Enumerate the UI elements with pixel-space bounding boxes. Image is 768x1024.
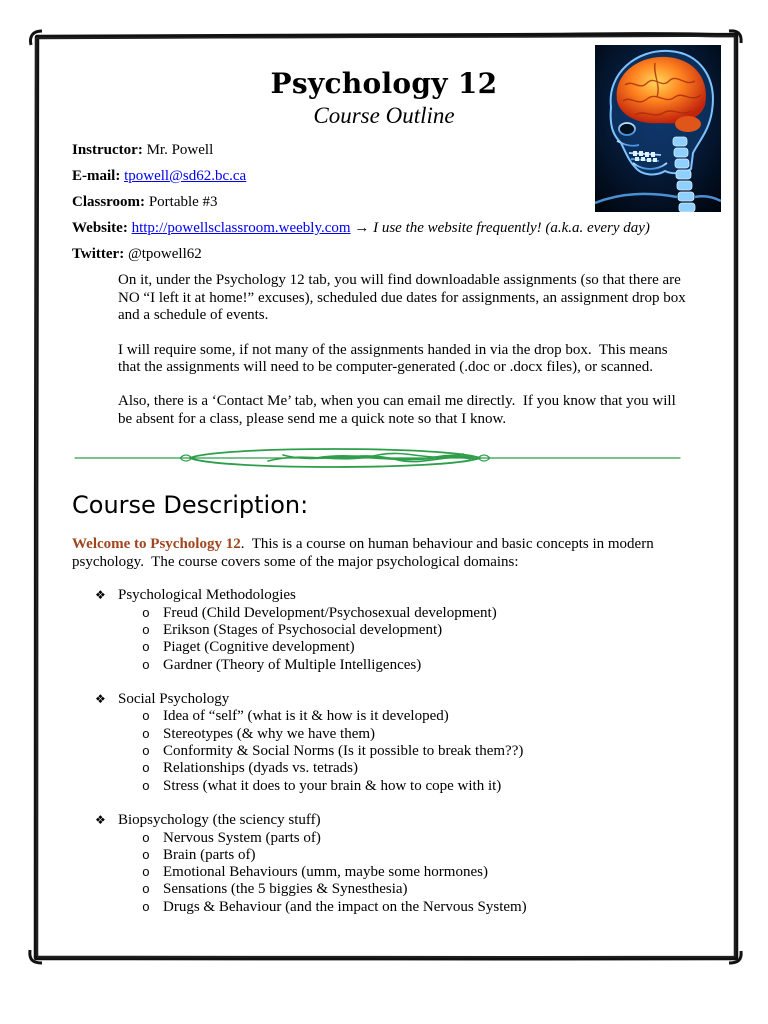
- page-title: Psychology 12: [270, 67, 498, 100]
- circle-bullet-icon: o: [142, 657, 150, 673]
- email-link[interactable]: tpowell@sd62.bc.ca: [124, 168, 247, 184]
- classroom-value: Portable #3: [148, 194, 218, 210]
- domain-title-row: [72, 587, 696, 604]
- topic-item: [72, 708, 696, 725]
- topic-text: Idea of “self” (what is it & how is it developed): [163, 708, 449, 725]
- topic-item: [72, 605, 696, 622]
- topic-item: [72, 847, 696, 864]
- email-label: E-mail:: [72, 168, 121, 184]
- domain-title: Social Psychology: [118, 691, 230, 708]
- topic-text: Piaget (Cognitive development): [163, 639, 355, 656]
- diamond-bullet-icon: ❖: [95, 692, 106, 707]
- contact-info: [72, 137, 696, 267]
- domain-item: [72, 587, 696, 673]
- topic-item: [72, 622, 696, 639]
- topic-item: [72, 657, 696, 674]
- circle-bullet-icon: o: [142, 778, 150, 794]
- circle-bullet-icon: o: [142, 622, 150, 638]
- topic-text: Conformity & Social Norms (Is it possible to break them??): [163, 743, 524, 760]
- circle-bullet-icon: o: [142, 830, 150, 846]
- topic-text: Stress (what it does to your brain & how to cope with it): [163, 777, 502, 794]
- instructor-value: Mr. Powell: [146, 142, 214, 158]
- topic-text: Erikson (Stages of Psychosocial development): [163, 621, 443, 638]
- diamond-bullet-icon: ❖: [95, 588, 106, 603]
- instructor-row: [72, 137, 696, 163]
- page-subtitle: Course Outline: [313, 103, 455, 128]
- arrow-right-icon: →: [354, 220, 370, 236]
- website-note-paragraph: On it, under the Psychology 12 tab, you will find downloadable assignments (so that there are NO “I left it at home!” excuses), scheduled due dates for assignments, an assignment drop box and a schedule of events.: [118, 272, 690, 323]
- circle-bullet-icon: o: [142, 709, 150, 725]
- circle-bullet-icon: o: [142, 640, 150, 656]
- topic-item: [72, 881, 696, 898]
- classroom-label: Classroom:: [72, 194, 146, 210]
- website-note: I use the website frequently! (a.k.a. every day): [373, 220, 650, 236]
- border-corner-curl: [30, 950, 42, 963]
- circle-bullet-icon: o: [142, 847, 150, 863]
- topic-item: [72, 639, 696, 656]
- topic-text: Brain (parts of): [163, 846, 256, 863]
- twitter-label: Twitter:: [72, 246, 125, 262]
- circle-bullet-icon: o: [142, 761, 150, 777]
- topic-text: Sensations (the 5 biggies & Synesthesia): [163, 881, 408, 898]
- topic-text: Nervous System (parts of): [163, 829, 321, 846]
- twitter-value: @tpowell62: [127, 246, 202, 262]
- domain-list: [72, 587, 696, 933]
- topic-item: [72, 899, 696, 916]
- topic-text: Emotional Behaviours (umm, maybe some hormones): [163, 864, 488, 881]
- course-description-heading: Course Description:: [72, 491, 309, 519]
- twitter-row: [72, 241, 696, 267]
- website-label: Website:: [72, 220, 128, 236]
- topic-item: [72, 778, 696, 795]
- topic-item: [72, 864, 696, 881]
- topic-text: Relationships (dyads vs. tetrads): [163, 760, 358, 777]
- circle-bullet-icon: o: [142, 865, 150, 881]
- border-corner-curl: [729, 31, 741, 43]
- topic-text: Stereotypes (& why we have them): [163, 725, 376, 742]
- diamond-bullet-icon: ❖: [95, 813, 106, 828]
- border-corner-curl: [30, 31, 42, 45]
- email-row: [72, 163, 696, 189]
- green-swirl-divider: [68, 445, 688, 471]
- domain-item: [72, 691, 696, 795]
- website-link[interactable]: http://powellsclassroom.weebly.com: [131, 220, 351, 236]
- course-intro: [72, 536, 696, 571]
- circle-bullet-icon: o: [142, 605, 150, 621]
- website-row: [72, 215, 696, 241]
- domain-title: Psychological Methodologies: [118, 587, 296, 604]
- website-note-paragraph: I will require some, if not many of the assignments handed in via the drop box. This means that the assignments will need to be computer-generated (.doc or .docx files), or scanned.: [118, 341, 672, 375]
- domain-title-row: [72, 812, 696, 829]
- circle-bullet-icon: o: [142, 882, 150, 898]
- classroom-row: [72, 189, 696, 215]
- course-intro-text: . This is a course on human behaviour and basic concepts in modern psychology. The course covers some of the major psychological domains:: [72, 536, 658, 570]
- topic-item: [72, 743, 696, 760]
- website-note-paragraph: Also, there is a ‘Contact Me’ tab, when you can email me directly. If you know that you will be absent for a class, please send me a quick note so that I know.: [118, 393, 680, 427]
- topic-item: [72, 760, 696, 777]
- circle-bullet-icon: o: [142, 899, 150, 915]
- website-notes: [118, 272, 690, 445]
- instructor-label: Instructor:: [72, 142, 143, 158]
- course-intro-highlight: Welcome to Psychology 12: [72, 536, 241, 553]
- topic-text: Drugs & Behaviour (and the impact on the Nervous System): [163, 898, 527, 915]
- circle-bullet-icon: o: [142, 744, 150, 760]
- circle-bullet-icon: o: [142, 726, 150, 742]
- domain-item: [72, 812, 696, 916]
- domain-title-row: [72, 691, 696, 708]
- border-corner-curl: [729, 951, 741, 963]
- topic-text: Freud (Child Development/Psychosexual development): [163, 604, 497, 621]
- domain-title: Biopsychology (the sciency stuff): [118, 812, 321, 829]
- topic-item: [72, 830, 696, 847]
- topic-text: Gardner (Theory of Multiple Intelligences): [163, 656, 422, 673]
- topic-item: [72, 726, 696, 743]
